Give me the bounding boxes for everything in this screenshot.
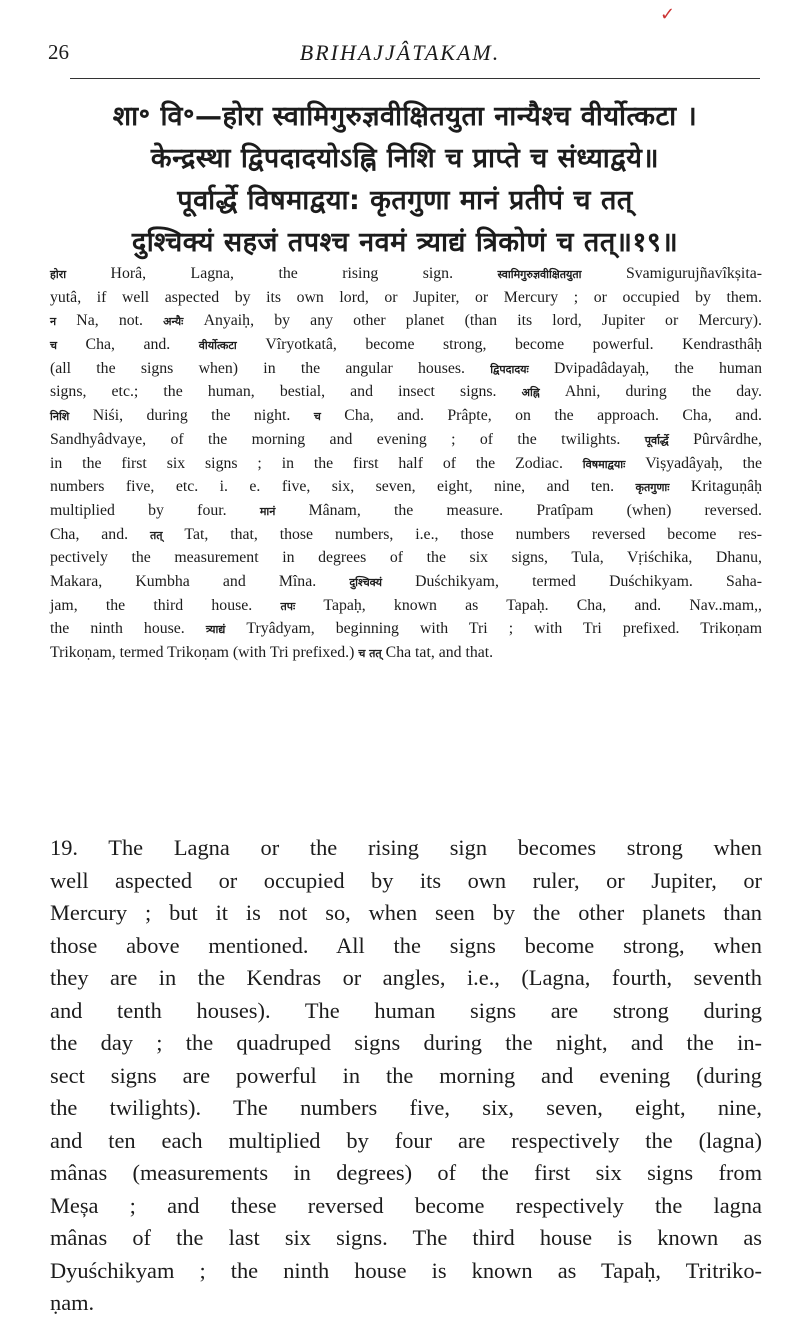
- word-gloss: [50, 262, 762, 665]
- sanskrit-term: वीर्योत्कटा: [198, 339, 237, 353]
- gloss-line: [50, 594, 762, 618]
- translation-line: Mercury ; but it is not so, when seen by the other planets than: [50, 900, 762, 925]
- translation-line: ṇam.: [50, 1290, 95, 1315]
- gloss-text: Svamigurujñavîkșita-: [581, 265, 762, 282]
- translation-line: and tenth houses). The human signs are strong during: [50, 997, 762, 1023]
- gloss-text: Na, not.: [56, 312, 164, 330]
- gloss-line: [50, 475, 762, 499]
- header-rule: [70, 78, 760, 79]
- gloss-text: Kritaguṇâḥ: [669, 478, 762, 496]
- gloss-line: [50, 617, 762, 641]
- sanskrit-term: विषमाद्वयाः: [582, 457, 626, 471]
- gloss-text: Horâ, Lagna, the rising sign.: [66, 265, 498, 282]
- gloss-text: the ninth house.: [50, 620, 206, 638]
- sanskrit-term: न: [50, 315, 57, 329]
- gloss-text: Tryâdyam, beginning with Tri ; with Tri prefixed. Trikoṇam: [225, 620, 762, 638]
- sanskrit-term: च: [50, 339, 57, 353]
- sanskrit-term: अन्यैः: [163, 315, 184, 329]
- gloss-text: in the first six signs ; in the first half of the Zodiac.: [50, 454, 583, 472]
- translation-line: the day ; the quadruped signs during the night, and the in-: [50, 1030, 762, 1055]
- gloss-text: numbers five, etc. i. e. five, six, seven, eight, nine, and ten.: [50, 478, 636, 496]
- gloss-text: Tat, that, those numbers, i.e., those numbers reversed become res-: [162, 525, 762, 543]
- gloss-text: signs, etc.; the human, bestial, and insect signs.: [50, 383, 522, 401]
- gloss-text: (all the signs when) in the angular houses.: [50, 359, 491, 377]
- translation-line: mânas of the last six signs. The third house is known as: [50, 1225, 762, 1250]
- running-title: BRIHAJJÂTAKAM.: [299, 40, 501, 65]
- verse-line: केन्द्रस्था द्विपदादयोऽह्नि निशि च प्राप्ते च संध्याद्वये॥: [150, 143, 660, 174]
- corner-checkmark: ✓: [660, 4, 676, 25]
- gloss-line: [50, 523, 762, 547]
- gloss-text: Makara, Kumbha and Mîna.: [50, 572, 350, 590]
- sanskrit-term: मानं: [259, 504, 276, 518]
- verse-line: दुश्चिक्यं सहजं तपश्च नवमं त्र्याद्यं त्रिकोणं च तत्॥१९॥: [131, 227, 679, 258]
- gloss-text: yutâ, if well aspected by its own lord, or Jupiter, or Mercury ; or occupied by them.: [50, 288, 762, 306]
- gloss-line: [50, 380, 762, 404]
- gloss-text: Dvipadâdayaḥ, the human: [528, 359, 762, 377]
- gloss-text: Niśi, during the night.: [69, 407, 314, 425]
- translation-line: and ten each multiplied by four are respectively the (lagna): [50, 1127, 762, 1153]
- sanskrit-term: स्वामिगुरुज्ञवीक्षितयुता: [497, 268, 582, 281]
- sanskrit-term: दुश्चिक्यं: [349, 575, 382, 589]
- translation-line: mânas (measurements in degrees) of the first six signs from: [50, 1160, 762, 1185]
- gloss-text: Cha, and. Prâpte, on the approach. Cha, and.: [320, 407, 763, 425]
- sanskrit-term: द्विपदादयः: [490, 362, 529, 376]
- gloss-line: [50, 404, 762, 428]
- sanskrit-term: अह्नि: [521, 386, 540, 400]
- gloss-line: [50, 428, 762, 452]
- gloss-text: Vîryotkatâ, become strong, become powerful. Kendrasthâḥ: [236, 336, 762, 354]
- gloss-text: Cha tat, and that.: [381, 644, 494, 661]
- translation-line: Meșa ; and these reversed become respectively the lagna: [50, 1192, 762, 1218]
- translation-line: sect signs are powerful in the morning and evening (during: [50, 1062, 762, 1088]
- gloss-line: [50, 286, 762, 310]
- gloss-text: Ahni, during the day.: [539, 383, 762, 401]
- verse-line: पूर्वार्द्धे विषमाद्वया: कृतगुणा मानं प्रतीपं च तत्: [177, 185, 633, 216]
- sanskrit-term: कृतगुणाः: [635, 481, 670, 495]
- gloss-text: Duśchikyam, termed Duśchikyam. Saha-: [381, 572, 762, 590]
- gloss-line: [50, 333, 762, 357]
- gloss-text: Tapaḥ, known as Tapaḥ. Cha, and. Nav..mam,,: [295, 596, 763, 614]
- translation-paragraph: [50, 832, 762, 1320]
- gloss-text: Cha, and.: [50, 525, 150, 543]
- gloss-text: multiplied by four.: [50, 501, 260, 519]
- sanskrit-term: तत्: [149, 528, 163, 542]
- sanskrit-term: होरा: [50, 268, 67, 281]
- translation-line: the twilights). The numbers five, six, seven, eight, nine,: [50, 1095, 762, 1120]
- verse-line: शा॰ वि॰—होरा स्वामिगुरुज्ञवीक्षितयुता नान्यैश्च वीर्योत्कटा ।: [112, 101, 698, 132]
- sanskrit-term: च: [313, 410, 321, 424]
- page-number: 26: [48, 40, 69, 64]
- translation-line: those above mentioned. All the signs become strong, when: [50, 932, 762, 958]
- gloss-text: Trikoṇam, termed Trikoṇam (with Tri prefixed.): [50, 644, 359, 661]
- sanskrit-term: पूर्वार्द्धे: [644, 433, 669, 447]
- gloss-line: [50, 452, 762, 476]
- gloss-line: [50, 570, 762, 594]
- translation-line: well aspected or occupied by its own ruler, or Jupiter, or: [50, 867, 762, 893]
- gloss-text: Sandhyâdvaye, of the morning and evening ; of the twilights.: [50, 430, 645, 448]
- sanskrit-term: निशि: [50, 410, 70, 424]
- translation-line: they are in the Kendras or angles, i.e., (Lagna, fourth, seventh: [50, 965, 762, 990]
- gloss-text: Cha, and.: [57, 336, 199, 354]
- gloss-line: [50, 546, 762, 570]
- sanskrit-term: त्र्याद्यं: [205, 623, 226, 637]
- sanskrit-term: च तत्: [358, 647, 382, 660]
- gloss-text: pectively the measurement in degrees of the six signs, Tula, Vṛiśchika, Dhanu,: [50, 549, 762, 567]
- gloss-text: Mânam, the measure. Pratîpam (when) reversed.: [275, 501, 762, 519]
- gloss-line: [50, 262, 762, 286]
- gloss-line: [50, 641, 762, 665]
- gloss-line: [50, 309, 762, 333]
- gloss-text: Anyaiḥ, by any other planet (than its lord, Jupiter or Mercury).: [183, 312, 762, 330]
- gloss-line: [50, 357, 762, 381]
- gloss-text: Vișyadâyaḥ, the: [625, 454, 762, 472]
- sanskrit-term: तपः: [280, 599, 296, 613]
- gloss-text: Pûrvârdhe,: [668, 430, 762, 448]
- gloss-line: [50, 499, 762, 523]
- sanskrit-verse: [55, 96, 755, 264]
- translation-line: 19. The Lagna or the rising sign becomes strong when: [50, 835, 762, 860]
- translation-line: Dyuśchikyam ; the ninth house is known as Tapaḥ, Tritriko-: [50, 1257, 762, 1283]
- gloss-text: jam, the third house.: [50, 596, 281, 614]
